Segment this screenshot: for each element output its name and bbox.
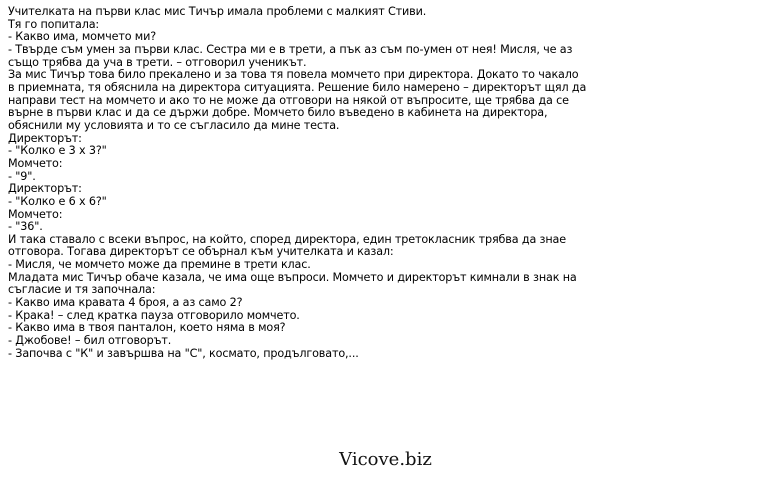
joke-line: И така ставало с всеки въпрос, на който, според директора, един третокласник трябва да знае — [8, 232, 566, 246]
joke-text — [8, 6, 763, 360]
joke-line: направи тест на момчето и ако то не може да отговори на някой от въпросите, ще трябва да се — [8, 93, 569, 107]
joke-line: Директорът: — [8, 182, 82, 196]
joke-line: Младата мис Тичър обаче казала, че има още въпроси. Момчето и директорът кимнали в знак на — [8, 270, 577, 284]
joke-line: - Какво има кравата 4 броя, а аз само 2? — [8, 296, 243, 310]
site-watermark: Vicove.biz — [339, 449, 432, 470]
joke-line: Момчето: — [8, 207, 63, 221]
joke-line: - Джобове! – бил отговорът. — [8, 334, 172, 348]
joke-line: в приемната, тя обяснила на директора ситуацията. Решение било намерено – директорът щял да — [8, 80, 587, 94]
joke-line: Момчето: — [8, 156, 63, 170]
joke-line: - Започва с "К" и завършва на "С", космато, продълговато,... — [8, 346, 359, 360]
joke-line: За мис Тичър това било прекалено и за това тя повела момчето при директора. Докато то чакало — [8, 68, 579, 82]
joke-line: Тя го попитала: — [8, 17, 100, 31]
joke-line: Учителката на първи клас мис Тичър имала проблеми с малкият Стиви. — [8, 5, 427, 18]
joke-line: - "9". — [8, 169, 36, 183]
joke-line: също трябва да уча в трети. – отговорил ученикът. — [8, 55, 307, 69]
joke-line: - Мисля, че момчето може да премине в трети клас. — [8, 258, 311, 272]
joke-line: отговора. Тогава директорът се обърнал към учителката и казал: — [8, 245, 394, 259]
joke-line: - "Колко е 3 x 3?" — [8, 144, 107, 158]
joke-line: - Какво има в твоя панталон, което няма в моя? — [8, 321, 286, 335]
joke-line: върне в първи клас и да се държи добре. Момчето било въведено в кабинета на директора, — [8, 106, 548, 120]
joke-line: - "Колко е 6 x 6?" — [8, 194, 107, 208]
joke-line: - "36". — [8, 220, 43, 234]
joke-line: обяснили му условията и то се съгласило да мине теста. — [8, 118, 340, 132]
joke-line: съгласие и тя започнала: — [8, 283, 156, 297]
joke-line: Директорът: — [8, 131, 82, 145]
joke-line: - Какво има, момчето ми? — [8, 30, 157, 44]
joke-line: - Крака! – след кратка пауза отговорило момчето. — [8, 308, 300, 322]
joke-line: - Твърде съм умен за първи клас. Сестра ми е в трети, а пък аз съм по-умен от нея! Мисля, че аз — [8, 42, 573, 56]
